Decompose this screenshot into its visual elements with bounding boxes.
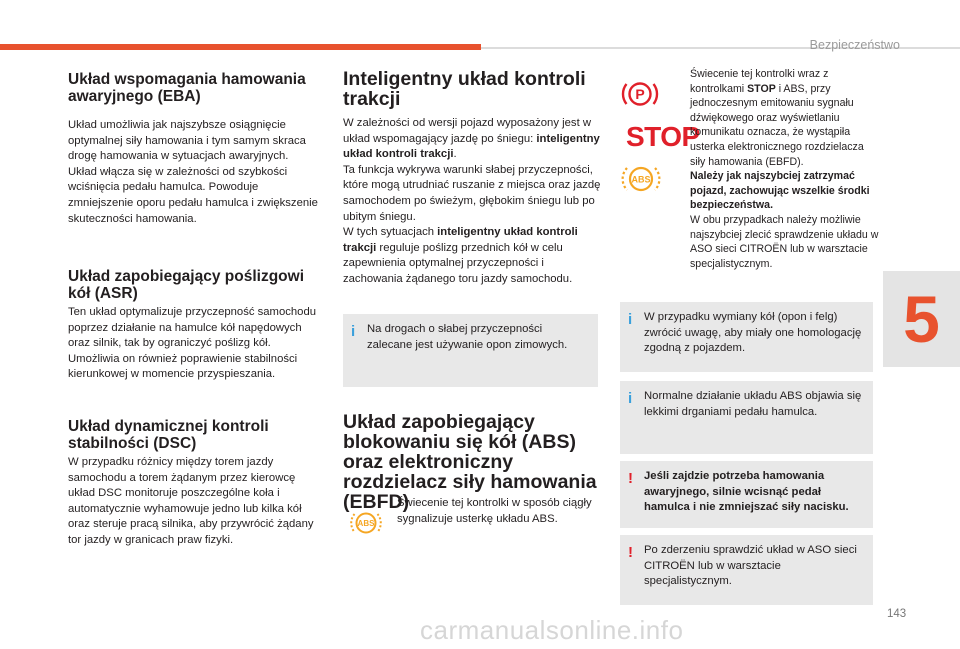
itc-p3-bold: inteligentny układ kontroli trakcji (343, 226, 578, 254)
info-note-text: Na drogach o słabej przyczepności zalecane jest używanie opon zimowych. (367, 323, 568, 351)
ebfd-text-a: Świecenie tej kontrolki wraz z kontrolkami (690, 68, 829, 95)
header-accent-bar (0, 44, 481, 50)
info-icon: i (351, 323, 356, 340)
warning-note-collision-text: Po zderzeniu sprawdzić układ w ASO sieci CITROËN lub w warsztacie specjalistycznym. (644, 544, 857, 588)
dsc-text: W przypadku różnicy między torem jazdy samochodu a torem żądanym przez kierowcę układ DSC monitoruje poszczególne koła i automatycznie wyhamowuje jedno lub kilka kół oraz steruje pracą silnika, aby przywrócić żądany tor jazdy w granicach praw fizyki. (68, 456, 314, 546)
parking-brake-icon (621, 79, 659, 109)
warning-note-emergency (620, 461, 873, 528)
warning-icon: ! (628, 544, 633, 561)
itc-p3-start: W tych sytuacjach (343, 226, 438, 239)
page-number: 143 (887, 608, 907, 620)
info-icon: i (628, 311, 633, 328)
itc-p3-end: reguluje poślizg przednich kół w celu zapewnienia optymalnej przyczepności i zachowania żądanego toru jazdy samochodu. (343, 241, 573, 285)
warning-icon: ! (628, 470, 633, 487)
ebfd-text-bold: Należy jak najszybciej zatrzymać pojazd, zachowując wszelkie środki bezpieczeństwa. (690, 170, 870, 212)
itc-p1-bold: inteligentny układ kontroli trakcji (343, 132, 600, 161)
abs-icon-label: ABS (357, 519, 375, 529)
warning-note-collision (620, 535, 873, 605)
asr-text: Ten układ optymalizuje przyczepność samochodu poprzez działanie na hamulce kół napędowych oraz silnik, tak by ograniczyć poślizg kół. Umożliwia on również poprawienie stabilności kierunkowej w momencie przyspieszania. (68, 306, 317, 381)
abs-large-icon-label: ABS (631, 174, 651, 185)
abs-icon-large (621, 162, 661, 196)
eba-title: Układ wspomagania hamowania awaryjnego (EBA) (68, 71, 306, 105)
info-note-winter-tyres (343, 314, 598, 387)
itc-title: Inteligentny układ kontroli trakcji (343, 68, 586, 110)
warning-note-emergency-text: Jeśli zajdzie potrzeba hamowania awaryjnego, silnie wcisnąć pedał hamulca i nie zmniejszać siły nacisku. (644, 470, 849, 514)
abs-title: Układ zapobiegający blokowaniu się kół (ABS) oraz elektroniczny rozdzielacz siły hamowania (EBFD) (343, 411, 597, 513)
abs-warning-icon (349, 508, 383, 538)
parking-icon-label: P (635, 86, 645, 102)
ebfd-text-b: i ABS, przy jednoczesnym emitowaniu sygnału dźwiękowego oraz wyświetlaniu komunikatu oznacza, że wystąpiła usterka elektronicznego rozdzielacza siły hamowania (EBFD). (690, 82, 864, 168)
chapter-tab[interactable]: 5 (883, 271, 960, 367)
info-note-abs (620, 381, 873, 454)
info-note-abs-text: Normalne działanie układu ABS objawia się lekkimi drganiami pedału hamulca. (644, 390, 862, 418)
asr-title: Układ zapobiegający poślizgowi kół (ASR) (68, 268, 304, 302)
info-note-wheels (620, 302, 873, 372)
stop-icon: STOP (626, 121, 700, 152)
abs-text: Świecenie tej kontrolki w sposób ciągły sygnalizuje usterkę układu ABS. (397, 497, 592, 525)
itc-text (343, 116, 601, 288)
itc-p1: W zależności od wersji pojazd wyposażony jest w układ wspomagający jazdę po śniegu: (343, 117, 592, 145)
info-note-wheels-text: W przypadku wymiany kół (opon i felg) zwrócić uwagę, aby miały one homologację zgodną z pojazdem. (644, 311, 862, 355)
ebfd-text-stop: STOP (747, 82, 776, 95)
section-title: Bezpieczeństwo (809, 38, 900, 52)
eba-text: Układ umożliwia jak najszybsze osiągnięcie optymalnej siły hamowania i tym samym skraca drogę hamowania w sytuacjach awaryjnych. Układ włącza się w zależności od szybkości wciśnięcia pedału hamulca. Powoduje zmniejszenie oporu pedału hamulca i zwiększenie skuteczności hamowania. (68, 119, 318, 225)
dsc-title: Układ dynamicznej kontroli stabilności (DSC) (68, 418, 269, 452)
itc-p1-end: . (453, 148, 457, 161)
watermark: carmanualsonline.info (420, 615, 684, 645)
ebfd-text-c: W obu przypadkach należy możliwie najszybciej zlecić sprawdzenie układu w ASO sieci CITROËN lub w warsztacie specjalistycznym. (690, 213, 879, 270)
itc-p2: Ta funkcja wykrywa warunki słabej przyczepności, które mogą utrudniać ruszanie z miejsca oraz jazdę samochodem po świeżym, głębokim śniegu lub po ubitym śniegu. (343, 163, 601, 223)
info-icon: i (628, 390, 633, 407)
ebfd-warning-text (690, 67, 880, 271)
